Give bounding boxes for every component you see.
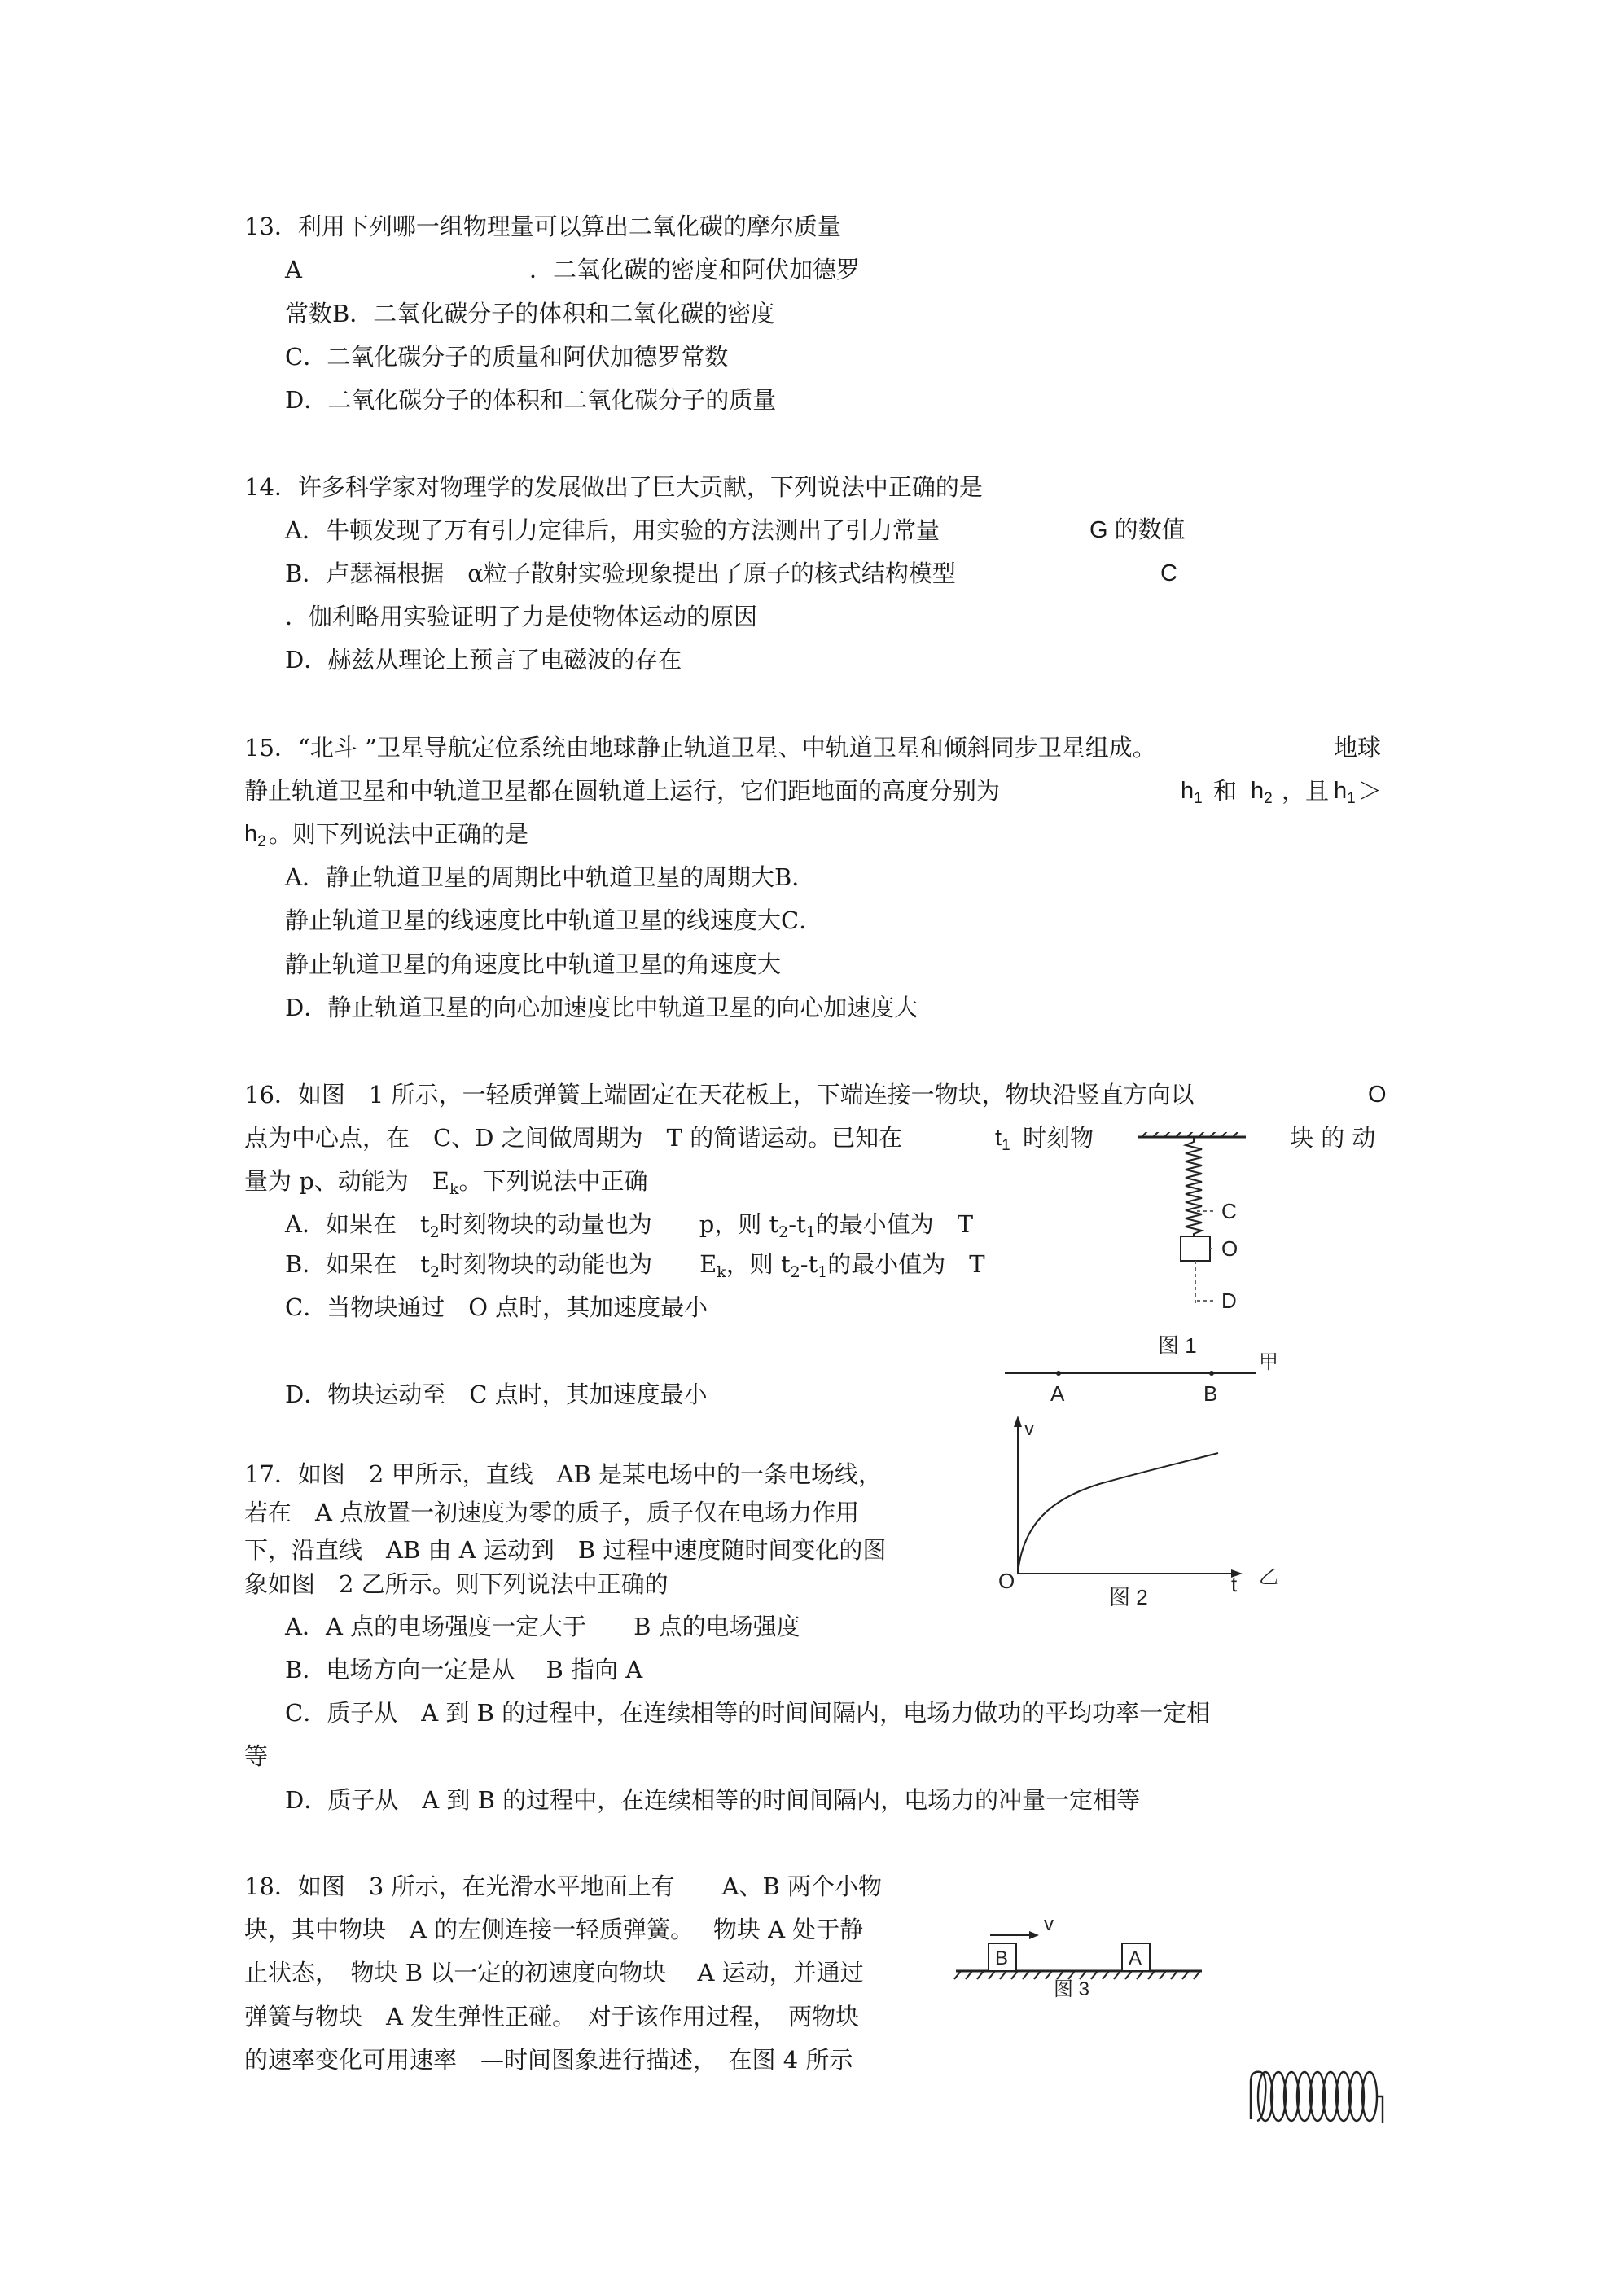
label-jia: 甲 [1259,1351,1278,1373]
q13-stem: 13．利用下列哪一组物理量可以算出二氧化碳的摩尔质量 [244,213,841,240]
point-a [1056,1371,1061,1376]
q16-line-1-tail: O [1368,1082,1387,1108]
q14-option-b: B．卢瑟福根据 α粒子散射实验现象提出了原子的核式结构模型 [285,560,956,587]
q15-line-2: 静止轨道卫星和中轨道卫星都在圆轨道上运行，它们距地面的高度分别为 [244,777,1001,805]
q17-option-d: D．质子从 A 到 B 的过程中，在连续相等的时间间隔内，电场力的冲量一定相等 [285,1786,1141,1814]
q16-line-2: 点为中心点，在 C、D 之间做周期为 T 的简谐运动。已知在 [244,1124,903,1152]
q15-option-d: D．静止轨道卫星的向心加速度比中轨道卫星的向心加速度大 [285,994,918,1021]
q17-option-b: B．电场方向一定是从 B 指向 A [285,1656,643,1684]
v-t-curve [1018,1453,1218,1574]
block [1181,1236,1210,1261]
q16-line-2-mid: 时刻物 [1023,1124,1094,1152]
label-o: O [1221,1236,1238,1261]
label-t: t [1231,1572,1238,1596]
label-b: B [995,1947,1009,1969]
label-c: C [1221,1199,1237,1223]
label-a: A [1129,1947,1142,1969]
q14-option-d: D．赫兹从理论上预言了电磁波的存在 [285,646,682,674]
label-origin: O [998,1569,1015,1593]
q18-line-5: 的速率变化可用速率 —时间图象进行描述， 在图 4 所示 [244,2046,853,2074]
q16-option-b: B．如果在 $t_2$时刻物块的动能也为 $E_k$，则 $t_2-t_1$的最小值为 T [285,1250,985,1281]
figure-3-caption: 图 3 [1054,1978,1090,2000]
q17-line-4: 象如图 2 乙所示。则下列说法中正确的 [244,1570,669,1598]
q16-line-3: 量为 p、动能为 $E_k$。下列说法中正确 [244,1167,648,1198]
q18-line-2: 块，其中物块 A 的左侧连接一轻质弹簧。 物块 A 处于静 [244,1916,864,1943]
q16-option-d: D．物块运动至 C 点时，其加速度最小 [285,1381,708,1408]
q17-option-c: C．质子从 A 到 B 的过程中，在连续相等的时间间隔内，电场力做功的平均功率一定相 [285,1699,1211,1727]
q15-line-1: 15．“北斗 ”卫星导航定位系统由地球静止轨道卫星、中轨道卫星和倾斜同步卫星组成。 [244,734,1156,762]
q14-option-a: A．牛顿发现了万有引力定律后，用实验的方法测出了引力常量 [285,516,940,544]
q17-line-1: 17．如图 2 甲所示，直线 AB 是某电场中的一条电场线， [244,1460,883,1488]
figure-2-caption: 图 2 [1109,1585,1148,1609]
q14-option-c-letter: C [1160,560,1177,586]
q13-option-a: ．二氧化碳的密度和阿伏加德罗 [529,256,861,283]
q15-h2-symbol: $h_2$ [1251,778,1273,807]
q14-option-c: ．伽利略用实验证明了力是使物体运动的原因 [285,603,758,630]
q17-option-c-cont: 等 [244,1742,269,1770]
q14-option-a-tail: G 的数值 [1089,517,1186,543]
q15-qie: ，且 [1282,777,1330,805]
q13-option-d: D．二氧化碳分子的体积和二氧化碳分子的质量 [285,386,777,414]
label-a: A [1050,1381,1065,1406]
q18-line-1: 18．如图 3 所示，在光滑水平地面上有 A、B 两个小物 [244,1872,883,1900]
figure-3 [945,1890,1213,2004]
q16-line-1: 16．如图 1 所示，一轻质弹簧上端固定在天花板上，下端连接一物块，物块沿竖直方向以 [244,1081,1195,1108]
q18-line-3: 止状态， 物块 B 以一定的初速度向物块 A 运动，并通过 [244,1959,864,1987]
q15-option-b: 静止轨道卫星的线速度比中轨道卫星的线速度大C． [285,907,823,934]
q15-h1-symbol: $h_1$ [1181,778,1203,807]
coil-spring [1246,2066,1392,2129]
q15-h2-line3: $h_2$ [244,821,266,850]
q13-option-c: C．二氧化碳分子的质量和阿伏加德罗常数 [285,343,729,371]
q17-line-3: 下，沿直线 AB 由 A 运动到 B 过程中速度随时间变化的图 [244,1536,887,1564]
q16-option-c: C．当物块通过 O 点时，其加速度最小 [285,1293,708,1321]
point-b [1209,1371,1214,1376]
q18-line-4: 弹簧与物块 A 发生弹性正碰。 对于该作用过程， 两物块 [244,2003,860,2030]
label-b: B [1203,1381,1218,1406]
q15-option-a: A．静止轨道卫星的周期比中轨道卫星的周期大B． [285,863,816,891]
q15-and: 和 [1213,777,1238,805]
velocity-arrowhead [1029,1931,1039,1939]
label-v: v [1044,1913,1054,1935]
figure-1-caption: 图 1 [1158,1333,1197,1358]
q17-line-2: 若在 A 点放置一初速度为零的质子，质子仅在电场力作用 [244,1499,860,1526]
q15-h1b-symbol: $h_1$ [1334,778,1356,807]
q16-option-a: A．如果在 $t_2$时刻物块的动量也为 p，则 $t_2-t_1$的最小值为 T [285,1210,974,1241]
spring [1186,1137,1202,1236]
q16-t1-symbol: $t_1$ [995,1125,1010,1154]
q14-stem: 14．许多科学家对物理学的发展做出了巨大贡献，下列说法中正确的是 [244,473,983,501]
q13-option-a-letter: A [285,256,302,283]
label-yi: 乙 [1259,1566,1278,1588]
q15-gt: ＞ [1358,777,1383,805]
figure-1 [1116,1132,1278,1360]
q15-line-3: 。则下列说法中正确的是 [269,820,529,848]
q13-option-a-cont-b: 常数B．二氧化碳分子的体积和二氧化碳的密度 [285,300,775,327]
v-axis-arrow [1014,1416,1022,1427]
q16-line-2-tail: 块 的 动 [1290,1124,1376,1152]
label-v: v [1024,1418,1034,1440]
q15-line-1-tail: 地球 [1334,734,1382,762]
q17-option-a: A．A 点的电场强度一定大于 B 点的电场强度 [285,1613,800,1640]
figure-2 [977,1344,1303,1621]
label-d: D [1221,1288,1237,1313]
q15-option-c: 静止轨道卫星的角速度比中轨道卫星的角速度大 [285,950,782,978]
